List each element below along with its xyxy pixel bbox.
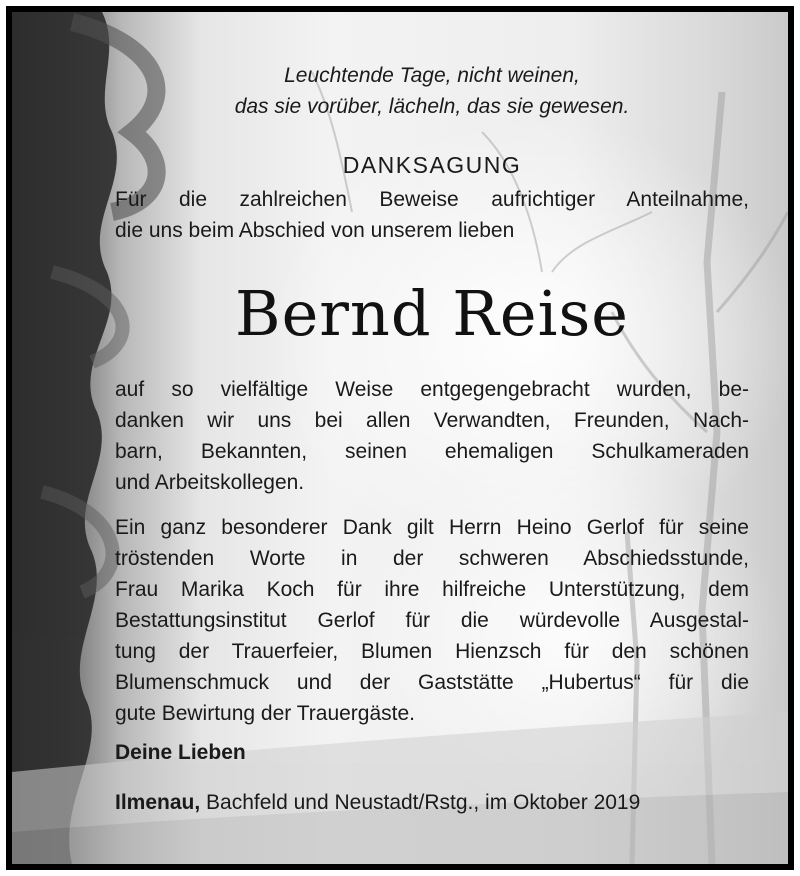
text-line: auf so vielfältige Weise entgegengebracht wurden, be- bbox=[115, 378, 749, 401]
text-line: und Arbeitskollegen. bbox=[115, 471, 305, 494]
deceased-name: Bernd Reise bbox=[235, 277, 629, 350]
text-line: danken wir uns bei allen Verwandten, Freunden, Nach- bbox=[115, 409, 749, 432]
place-city: Ilmenau, bbox=[115, 791, 201, 814]
text-line: tröstenden Worte in der schweren Abschiedsstunde, bbox=[115, 547, 749, 570]
obituary-content bbox=[12, 12, 788, 864]
text-line: gute Bewirtung der Trauergäste. bbox=[115, 702, 416, 725]
motto-line: das sie vorüber, lächeln, das sie gewesen. bbox=[234, 95, 630, 118]
text-line: Frau Marika Koch für ihre hilfreiche Unterstützung, dem bbox=[115, 578, 749, 601]
motto-quote bbox=[132, 60, 732, 122]
text-line: die uns beim Abschied von unserem lieben bbox=[115, 219, 515, 242]
text-line: Bestattungsinstitut Gerlof für die würdevolle Ausgestal- bbox=[115, 609, 749, 632]
text-line: Blumenschmuck und der Gaststätte „Hubertus“ für die bbox=[115, 671, 749, 694]
text-line: barn, Bekannten, seinen ehemaligen Schulkameraden bbox=[115, 440, 749, 463]
place-and-date bbox=[115, 788, 640, 818]
obituary-frame bbox=[6, 6, 794, 870]
signature: Deine Lieben bbox=[115, 741, 246, 764]
place-details: Bachfeld und Neustadt/Rstg., im Oktober 2019 bbox=[200, 791, 641, 814]
thanks-paragraph bbox=[115, 374, 749, 498]
text-line: Für die zahlreichen Beweise aufrichtiger Anteilnahme, bbox=[115, 188, 749, 211]
motto-line: Leuchtende Tage, nicht weinen, bbox=[284, 64, 580, 87]
heading-danksagung: DANKSAGUNG bbox=[342, 152, 522, 178]
special-thanks-paragraph bbox=[115, 512, 749, 729]
text-line: tung der Trauerfeier, Blumen Hienzsch für den schönen bbox=[115, 640, 749, 663]
intro-paragraph bbox=[115, 184, 749, 246]
text-line: Ein ganz besonderer Dank gilt Herrn Heino Gerlof für seine bbox=[115, 516, 749, 539]
